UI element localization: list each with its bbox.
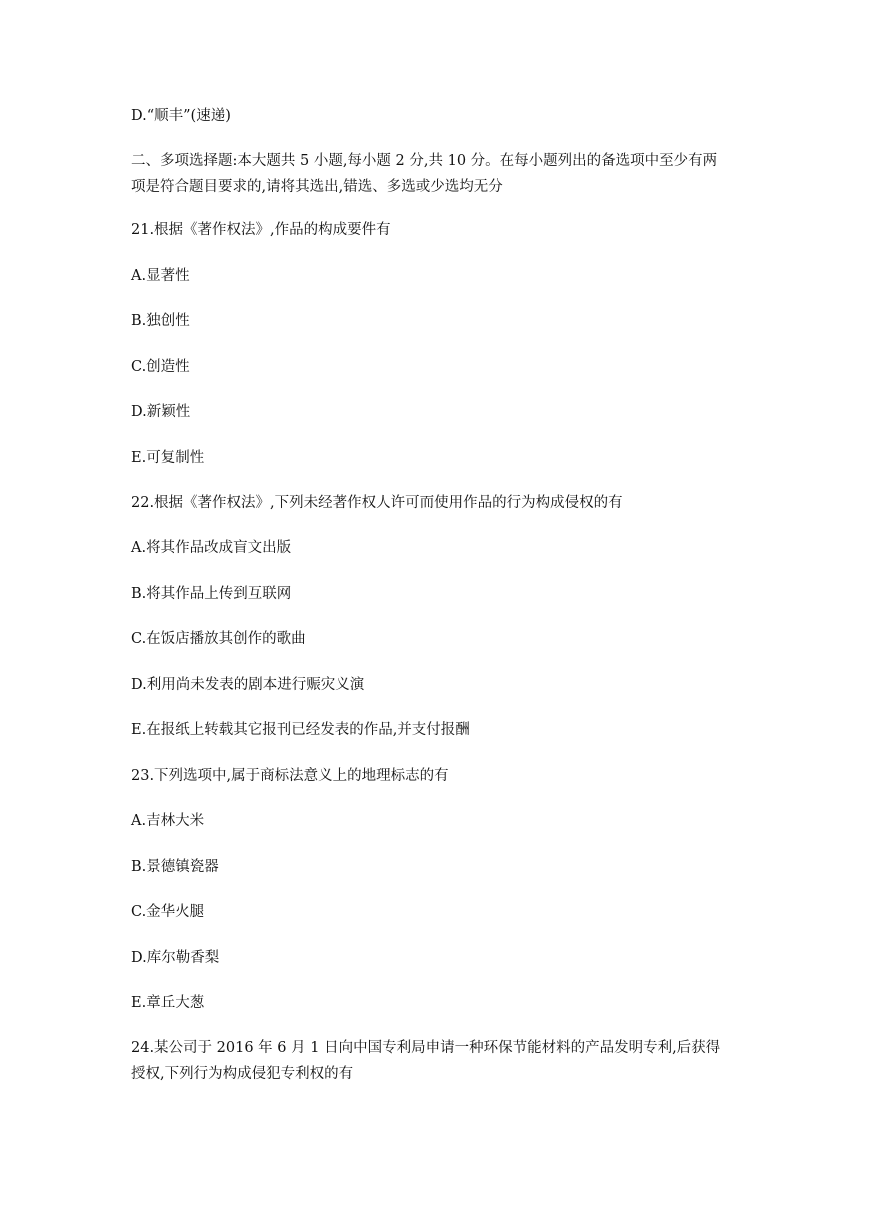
q23-option-c: C.金华火腿 <box>131 904 205 920</box>
q21-option-a: A.显著性 <box>131 268 190 284</box>
q22-option-c: C.在饭店播放其创作的歌曲 <box>131 631 306 647</box>
question-24-line-2: 授权,下列行为构成侵犯专利权的有 <box>131 1066 354 1082</box>
q23-option-e: E.章丘大葱 <box>131 995 205 1011</box>
question-23: 23.下列选项中,属于商标法意义上的地理标志的有 <box>131 768 449 784</box>
q23-option-b: B.景德镇瓷器 <box>131 859 219 875</box>
q21-option-b: B.独创性 <box>131 313 190 329</box>
question-24 <box>131 1035 751 1087</box>
section-two-heading <box>131 148 751 200</box>
q22-option-b: B.将其作品上传到互联网 <box>131 586 292 602</box>
q21-option-d: D.新颖性 <box>131 404 191 420</box>
section-two-line-1: 二、多项选择题:本大题共 5 小题,每小题 2 分,共 10 分。在每小题列出的备选项中至少有两 <box>131 153 718 169</box>
question-22: 22.根据《著作权法》,下列未经著作权人许可而使用作品的行为构成侵权的有 <box>131 495 623 511</box>
q21-option-c: C.创造性 <box>131 359 190 375</box>
question-24-line-1: 24.某公司于 2016 年 6 月 1 日向中国专利局申请一种环保节能材料的产品发明专利,后获得 <box>131 1040 721 1056</box>
q21-option-e: E.可复制性 <box>131 450 205 466</box>
q20-option-d: D.“顺丰”(速递) <box>131 108 231 124</box>
q22-option-d: D.利用尚未发表的剧本进行赈灾义演 <box>131 677 365 693</box>
q22-option-e: E.在报纸上转载其它报刊已经发表的作品,并支付报酬 <box>131 722 470 738</box>
q23-option-a: A.吉林大米 <box>131 813 205 829</box>
section-two-line-2: 项是符合题目要求的,请将其选出,错选、多选或少选均无分 <box>131 179 503 195</box>
q23-option-d: D.库尔勒香梨 <box>131 950 220 966</box>
question-21: 21.根据《著作权法》,作品的构成要件有 <box>131 222 391 238</box>
q22-option-a: A.将其作品改成盲文出版 <box>131 540 292 556</box>
